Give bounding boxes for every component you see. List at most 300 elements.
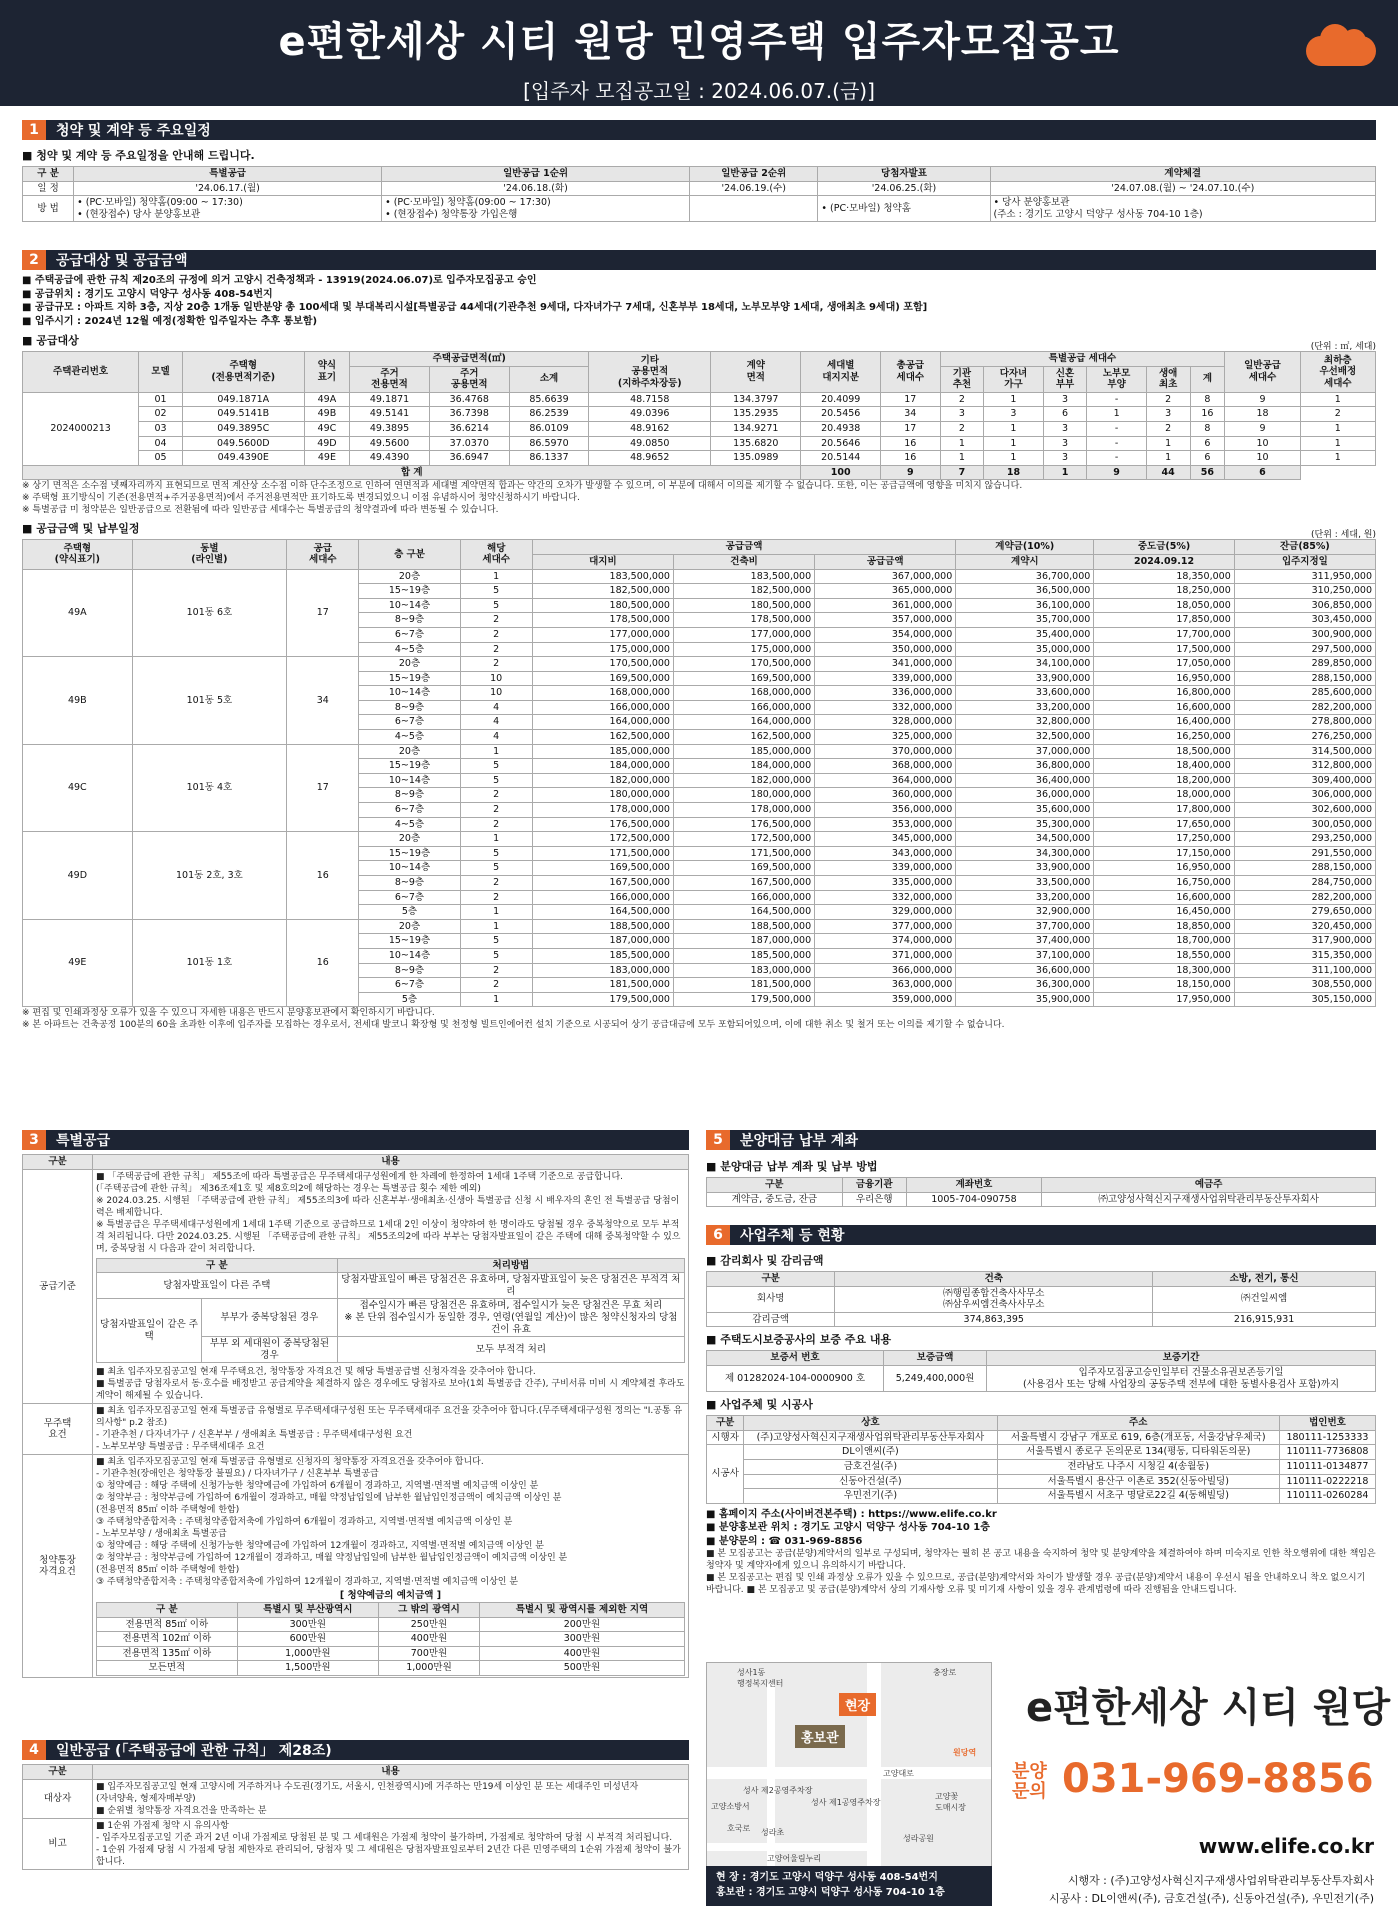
table-cell: 3 xyxy=(984,407,1043,422)
table-header-cell: 해당 세대수 xyxy=(460,540,532,569)
table-cell: 374,000,000 xyxy=(815,934,956,949)
table-cell: 2 xyxy=(1146,421,1190,436)
table-cell: 36,100,000 xyxy=(956,598,1094,613)
table-cell: 공급기준 xyxy=(23,1169,93,1404)
table-header-cell: 44 xyxy=(1146,465,1190,480)
table-cell: 16 xyxy=(287,832,359,920)
special-supply-table xyxy=(22,1154,689,1678)
table-cell: 216,915,931 xyxy=(1153,1312,1376,1327)
map-showroom-marker: 홍보관 xyxy=(795,1725,845,1748)
table-cell: 5 xyxy=(460,584,532,599)
table-header-cell: 구분 xyxy=(707,1272,835,1287)
schedule-block xyxy=(22,143,1376,222)
table-cell: 49.3895 xyxy=(350,421,430,436)
table-cell: 370,000,000 xyxy=(815,744,956,759)
table-cell: 4 xyxy=(460,715,532,730)
table-cell: 서울특별시 서초구 명달로22길 4(동해빌딩) xyxy=(997,1489,1279,1504)
table-cell: 2 xyxy=(460,657,532,672)
website-url[interactable]: www.elife.co.kr xyxy=(1198,1834,1374,1858)
table-cell: 32,500,000 xyxy=(956,730,1094,745)
text-line: ■ 공급규모 : 아파트 지하 3층, 지상 20층 1개동 일반분양 총 100세대 및 부대복리시설[특별공급 44세대(기관추천 9세대, 다자녀가구 7세대, 신혼부부 18세대, 노부모부양 1세대, 생애최초 9세대) 포함] xyxy=(22,302,928,313)
table-cell: 2 xyxy=(940,392,984,407)
developer-line: 시행자 : (주)고양성사혁신지구재생사업위탁관리부동산투자회사 xyxy=(1067,1874,1374,1887)
table-header-cell: 특별공급 xyxy=(74,167,382,182)
table-header-cell: 소계 xyxy=(509,366,589,392)
table-row xyxy=(23,1765,689,1780)
table-header-cell: 당첨자발표 xyxy=(818,167,990,182)
table-row xyxy=(23,421,1376,436)
table-row xyxy=(23,1455,689,1678)
table-cell: 35,700,000 xyxy=(956,613,1094,628)
text-line: - 기관추천(장애인은 청약통장 불필요) / 다자녀가구 / 신혼부부 특별공급 xyxy=(96,1469,379,1480)
table-cell: 187,000,000 xyxy=(532,934,673,949)
table-cell: 169,500,000 xyxy=(673,671,814,686)
table-row xyxy=(97,1602,685,1617)
table-cell: 18,350,000 xyxy=(1094,569,1234,584)
table-cell: 309,400,000 xyxy=(1234,773,1375,788)
table-cell: 162,500,000 xyxy=(532,730,673,745)
table-cell: 36,800,000 xyxy=(956,759,1094,774)
table-cell: 1,000만원 xyxy=(237,1646,378,1661)
page-subtitle: [입주자 모집공고일 : 2024.06.07.(금)] xyxy=(523,79,875,103)
table-cell: 회사명 xyxy=(707,1286,835,1312)
text-line: ※ 상기 면적은 소수점 넷째자리까지 표현되므로 면적 계산상 소수점 이하 단수조정으로 인하여 연면적과 세대별 계약면적 합과는 약간의 오차가 발생할 수 있으며, 이 부분에 대해서 이의를 제기할 수 없습니다. 또한, 이는 공급금액에 영향을 미치지 않습니다. xyxy=(22,481,1023,492)
table-cell: 5 xyxy=(460,773,532,788)
table-header-cell: 주거 전용면적 xyxy=(350,366,430,392)
table-row xyxy=(23,1779,689,1818)
table-row xyxy=(707,1312,1376,1327)
table-header-cell: 약식 표기 xyxy=(304,352,349,393)
table-cell: 36.7398 xyxy=(429,407,509,422)
table-cell: 288,150,000 xyxy=(1234,671,1375,686)
table-cell: 1 xyxy=(984,451,1043,466)
table-header-cell: 특별시 및 광역시를 제외한 지역 xyxy=(479,1602,684,1617)
table-cell: 6 xyxy=(1190,436,1225,451)
table-cell: 178,500,000 xyxy=(532,613,673,628)
table-cell: 33,200,000 xyxy=(956,890,1094,905)
section-title: 청약 및 계약 등 주요일정 xyxy=(56,123,211,139)
table-cell: 35,400,000 xyxy=(956,627,1094,642)
unit-label: (단위 : ㎡, 세대) xyxy=(1310,342,1376,352)
table-cell: 357,000,000 xyxy=(815,613,956,628)
table-cell: 49.4390 xyxy=(350,451,430,466)
table-cell: 20.4099 xyxy=(801,392,881,407)
table-cell: 4~5층 xyxy=(359,730,460,745)
table-cell: 354,000,000 xyxy=(815,627,956,642)
table-cell: 2 xyxy=(460,613,532,628)
payment-label: ■ 분양대금 납부 계좌 및 납부 방법 xyxy=(706,1158,1376,1174)
table-cell: 5 xyxy=(460,934,532,949)
section-1-header xyxy=(22,120,1376,140)
table-cell: 5,249,400,000원 xyxy=(883,1365,986,1391)
table-cell xyxy=(93,1779,689,1818)
table-cell: 185,000,000 xyxy=(532,744,673,759)
table-header-cell: 예금주 xyxy=(1042,1178,1376,1193)
table-cell xyxy=(93,1169,689,1404)
table-cell: 35,600,000 xyxy=(956,803,1094,818)
table-cell: 17,250,000 xyxy=(1094,832,1234,847)
table-header-cell: 그 밖의 광역시 xyxy=(379,1602,480,1617)
table-header-cell: 층 구분 xyxy=(359,540,460,569)
table-cell: 33,900,000 xyxy=(956,671,1094,686)
map-label: 원당역 xyxy=(953,1748,977,1757)
table-cell: 48.9162 xyxy=(589,421,711,436)
table-header-cell: 금융기관 xyxy=(842,1178,906,1193)
table-row xyxy=(97,1646,685,1661)
table-cell: 5층 xyxy=(359,905,460,920)
table-header-cell: 계약시 xyxy=(956,554,1094,569)
table-cell: 대상자 xyxy=(23,1779,93,1818)
table-cell: 049.3895C xyxy=(182,421,304,436)
table-cell: 86.1337 xyxy=(509,451,589,466)
table-cell: • (PC·모바일) 청약홈(09:00 ~ 17:30) • (현장접수) 당사 분양홍보관 xyxy=(74,196,382,222)
table-cell: 179,500,000 xyxy=(532,992,673,1007)
map-label: 성사1동 행정복지센터 xyxy=(737,1668,784,1688)
table-row xyxy=(23,540,1376,555)
table-cell: 332,000,000 xyxy=(815,700,956,715)
text-line: (「주택공급에 관한 규칙」 제36조제1호 및 제8호의2에 해당하는 경우는 특별공급 횟수 제한 예외) xyxy=(96,1183,481,1194)
general-supply-block xyxy=(22,1764,689,1870)
table-cell: 178,000,000 xyxy=(673,803,814,818)
table-cell: 전용면적 102㎡ 이하 xyxy=(97,1632,238,1647)
table-cell: 180,500,000 xyxy=(532,598,673,613)
table-header-cell: 일반공급 1순위 xyxy=(382,167,690,182)
text-line: ■ 「주택공급에 관한 규칙」 제55조에 따라 특별공급은 무주택세대구성원에게 한 차례에 한정하여 1세대 1주택 기준으로 공급합니다. xyxy=(96,1171,624,1182)
table-cell: 167,500,000 xyxy=(673,876,814,891)
table-cell: 20층 xyxy=(359,744,460,759)
table-cell: 311,100,000 xyxy=(1234,963,1375,978)
table-cell: 170,500,000 xyxy=(532,657,673,672)
text-line: - 노부모부양 특별공급 : 무주택세대주 요건 xyxy=(96,1442,265,1453)
table-header-cell: 대지비 xyxy=(532,554,673,569)
table-cell: 49E xyxy=(23,919,133,1007)
table-cell: 우민전기(주) xyxy=(744,1489,997,1504)
table-cell: 49C xyxy=(23,744,133,832)
table-header-cell: 건축 xyxy=(835,1272,1153,1287)
table-cell: 8~9층 xyxy=(359,700,460,715)
section-number: 1 xyxy=(22,120,46,140)
table-cell: 183,500,000 xyxy=(673,569,814,584)
table-header-cell: 56 xyxy=(1190,465,1225,480)
table-cell: 5 xyxy=(460,861,532,876)
section-number: 6 xyxy=(706,1225,730,1245)
table-cell: 01 xyxy=(139,392,183,407)
table-cell: 175,000,000 xyxy=(673,642,814,657)
text-line xyxy=(96,1258,685,1364)
table-cell: ㈜건일씨엠 xyxy=(1153,1286,1376,1312)
table-cell: 5 xyxy=(460,598,532,613)
inquiry-label: 분양 문의 xyxy=(1012,1761,1047,1802)
map-footer xyxy=(706,1866,992,1906)
table-cell: 49D xyxy=(23,832,133,920)
table-row xyxy=(23,196,1376,222)
table-cell: 17,150,000 xyxy=(1094,846,1234,861)
table-cell: 332,000,000 xyxy=(815,890,956,905)
text-line: ※ 특별공급은 무주택세대구성원에게 1세대 1주택 기준으로 공급하므로 1세대 2인 이상이 청약하여 한 명이라도 당첨될 경우 중복청약으로 모두 부적격 처리됩니다. 다만 2024.03.25. 시행된 「주택공급에 관한 규칙」 제55조의2에 따라 부부는 당첨자발표일이 같은 주택에 대해 중복청약할 수 있으며, 중복당첨 시 다음과 같이 처리합니다. xyxy=(96,1219,681,1254)
table-row xyxy=(707,1445,1376,1460)
map-label: 충장로 xyxy=(933,1668,957,1677)
map-label: 성사 제2공영주차장 xyxy=(743,1786,813,1795)
table-cell: 17 xyxy=(881,392,940,407)
table-cell: 16,400,000 xyxy=(1094,715,1234,730)
table-cell: 2 xyxy=(460,963,532,978)
table-row xyxy=(23,832,1376,847)
table-header-cell: 내용 xyxy=(93,1765,689,1780)
table-row xyxy=(707,1272,1376,1287)
table-header-cell: 구분 xyxy=(707,1178,843,1193)
table-header-cell: 계약금(10%) xyxy=(956,540,1094,555)
text-line: ※ 편집 및 인쇄과정상 오류가 있을 수 있으니 자세한 내용은 반드시 분양홍보관에서 확인하시기 바랍니다. xyxy=(22,1008,435,1019)
table-cell: 36,700,000 xyxy=(956,569,1094,584)
table-cell: 16 xyxy=(1190,407,1225,422)
table-cell: 34 xyxy=(287,657,359,745)
table-cell: 308,550,000 xyxy=(1234,978,1375,993)
text-line: ■ 순위별 청약통장 자격요건을 만족하는 분 xyxy=(96,1805,267,1816)
text-line: ② 청약부금 : 청약부금에 가입하여 12개월이 경과하고, 매월 약정납입일에 납부한 월납입인정금액이 예치금액 이상인 분 xyxy=(96,1553,568,1564)
table-cell: 169,500,000 xyxy=(532,861,673,876)
business-block xyxy=(706,1248,1376,1596)
table-cell: 서울특별시 용산구 이촌로 352(신동아빌딩) xyxy=(997,1474,1279,1489)
table-cell: 175,000,000 xyxy=(532,642,673,657)
table-cell: 177,000,000 xyxy=(673,627,814,642)
section-number: 2 xyxy=(22,250,46,270)
section-2-header xyxy=(22,250,1376,270)
table-cell: 371,000,000 xyxy=(815,948,956,963)
table-cell: 170,500,000 xyxy=(673,657,814,672)
section-title: 공급대상 및 공급금액 xyxy=(56,253,188,269)
table-cell: 166,000,000 xyxy=(532,700,673,715)
text-line: ■ 입주시기 : 2024년 12월 예정(정확한 입주일자는 추후 통보함) xyxy=(22,315,318,327)
table-cell: 49B xyxy=(23,657,133,745)
table-row xyxy=(97,1258,685,1273)
table-cell xyxy=(93,1455,689,1678)
table-cell: 18,250,000 xyxy=(1094,584,1234,599)
table-cell: 365,000,000 xyxy=(815,584,956,599)
table-header-cell: 구 분 xyxy=(97,1258,338,1273)
table-cell: 18,400,000 xyxy=(1094,759,1234,774)
text-line: ※ 특별공급 미 청약분은 일반공급으로 전환됨에 따라 일반공급 세대수는 특별공급의 청약결과에 따라 변동될 수 있습니다. xyxy=(22,505,499,516)
section-3-header xyxy=(22,1130,689,1150)
table-header-cell: 다자녀 가구 xyxy=(984,366,1043,392)
table-cell: 500만원 xyxy=(479,1661,684,1676)
table-cell: 182,500,000 xyxy=(532,584,673,599)
table-cell: 86.5970 xyxy=(509,436,589,451)
table-header-cell: 상호 xyxy=(744,1416,997,1431)
table-cell: 305,150,000 xyxy=(1234,992,1375,1007)
table-cell: 300,900,000 xyxy=(1234,627,1375,642)
section-title: 사업주체 등 현황 xyxy=(740,1228,845,1244)
table-cell: 9 xyxy=(1225,421,1300,436)
table-cell: 282,200,000 xyxy=(1234,700,1375,715)
table-cell: 05 xyxy=(139,451,183,466)
table-cell: 37,400,000 xyxy=(956,934,1094,949)
table-cell: 049.5600D xyxy=(182,436,304,451)
table-cell: 17,700,000 xyxy=(1094,627,1234,642)
table-row xyxy=(707,1178,1376,1193)
table-cell: 16,250,000 xyxy=(1094,730,1234,745)
table-cell: 134.9271 xyxy=(711,421,801,436)
table-cell: '24.06.17.(월) xyxy=(74,181,382,196)
text-line: ■ 분양홍보관 위치 : 경기도 고양시 덕양구 성사동 704-10 1층 xyxy=(706,1522,990,1534)
table-cell: 279,650,000 xyxy=(1234,905,1375,920)
map-label: 성라공원 xyxy=(903,1834,934,1843)
general-supply-table xyxy=(22,1764,689,1870)
table-cell: 300,050,000 xyxy=(1234,817,1375,832)
table-cell: 20층 xyxy=(359,832,460,847)
table-cell: 8~9층 xyxy=(359,613,460,628)
table-cell: 291,550,000 xyxy=(1234,846,1375,861)
table-cell: 18,200,000 xyxy=(1094,773,1234,788)
supervision-table xyxy=(706,1271,1376,1327)
table-cell: 110111-0260284 xyxy=(1279,1489,1375,1504)
table-cell: 345,000,000 xyxy=(815,832,956,847)
table-cell: 182,000,000 xyxy=(673,773,814,788)
table-cell: 185,500,000 xyxy=(673,948,814,963)
table-cell: 16,750,000 xyxy=(1094,876,1234,891)
table-cell: 04 xyxy=(139,436,183,451)
table-cell: 18,700,000 xyxy=(1094,934,1234,949)
table-cell: 당첨자발표일이 다른 주택 xyxy=(97,1273,338,1299)
table-cell: 1 xyxy=(940,436,984,451)
payment-table xyxy=(706,1177,1376,1207)
table-header-cell: 입주지정일 xyxy=(1234,554,1375,569)
table-cell: 15~19층 xyxy=(359,846,460,861)
table-cell: 49D xyxy=(304,436,349,451)
section-number: 5 xyxy=(706,1130,730,1150)
table-cell: 297,500,000 xyxy=(1234,642,1375,657)
table-header-cell: 소방, 전기, 통신 xyxy=(1153,1272,1376,1287)
table-cell: 2 xyxy=(460,627,532,642)
table-row xyxy=(97,1661,685,1676)
table-cell: 101동 1호 xyxy=(132,919,286,1007)
map-label: 고양소방서 xyxy=(711,1802,750,1811)
table-row xyxy=(23,436,1376,451)
table-cell: 310,250,000 xyxy=(1234,584,1375,599)
table-row xyxy=(23,392,1376,407)
table-header-cell: 노부모 부양 xyxy=(1087,366,1146,392)
table-cell: 입주자모집공고승인일부터 건물소유권보존등기일 (사용검사 또는 당해 사업장의 공동주택 전부에 대한 동별사용검사 포함)까지 xyxy=(987,1365,1376,1391)
text-line: ■ 분양문의 : ☎ 031-969-8856 xyxy=(706,1535,863,1547)
table-row xyxy=(707,1489,1376,1504)
table-cell: 1,500만원 xyxy=(237,1661,378,1676)
text-line: ■ 본 모집공고는 편집 및 인쇄 과정상 오류가 있을 수 있으므로, 공급(분양)계약서와 차이가 발생할 경우 공급(분양)계약서 내용이 우선시 됨을 안내하오니 착오 없으시기 바랍니다. ■ 본 모집공고 및 공급(분양)계약서 상의 기재사항 오류 및 미기재 사항이 있을 경우 관계법령에 따라 진행됨을 안내드립니다. xyxy=(706,1573,1366,1596)
section-4-header xyxy=(22,1740,689,1760)
table-cell: 33,500,000 xyxy=(956,876,1094,891)
table-header-cell: 생애 최초 xyxy=(1146,366,1190,392)
table-header-cell: 보증서 번호 xyxy=(707,1351,884,1366)
map-label: 고양어울림누리 xyxy=(767,1854,822,1863)
supply-block xyxy=(22,274,1376,1031)
table-cell: 8~9층 xyxy=(359,788,460,803)
table-header-cell: 일반공급 세대수 xyxy=(1225,352,1300,393)
table-row xyxy=(23,1155,689,1170)
table-cell xyxy=(690,196,818,222)
text-line: (전용면적 85㎡ 이하 주택형에 한함) xyxy=(96,1565,240,1576)
table-cell: - xyxy=(1087,451,1146,466)
table-cell: 188,500,000 xyxy=(532,919,673,934)
table-cell: 86.2539 xyxy=(509,407,589,422)
table-header-cell: 9 xyxy=(881,465,940,480)
table-cell: 178,500,000 xyxy=(673,613,814,628)
table-cell: 18,050,000 xyxy=(1094,598,1234,613)
table-cell: 110111-7736808 xyxy=(1279,1445,1375,1460)
table-cell: 1 xyxy=(1146,436,1190,451)
table-cell: 180,500,000 xyxy=(673,598,814,613)
table-cell: 6~7층 xyxy=(359,978,460,993)
table-cell: 10~14층 xyxy=(359,948,460,963)
table-cell: 10 xyxy=(460,671,532,686)
company-label: ■ 사업주체 및 시공사 xyxy=(706,1396,1376,1412)
table-cell: 10 xyxy=(1225,451,1300,466)
table-row xyxy=(23,744,1376,759)
table-cell: 1 xyxy=(984,436,1043,451)
table-cell: 10~14층 xyxy=(359,686,460,701)
table-cell: 16 xyxy=(287,919,359,1007)
text-line: ■ 특별공급 당첨자로서 동·호수를 배정받고 공급계약을 체결하지 않은 경우에도 당첨자로 보아(1회 특별공급 간주), 구비서류 미비 시 계약체결 후라도 계약이 해제될 수 있습니다. xyxy=(96,1379,685,1402)
text-line: [ 청약예금의 예치금액 ] xyxy=(339,1590,442,1602)
text-line: - 입주자모집공고일 기준 과거 2년 이내 가점제로 당첨된 분 및 그 세대원은 가점제 청약이 불가하며, 가점제로 청약하여 당첨 시 부적격 처리됩니다. xyxy=(96,1832,673,1843)
table-cell: 6~7층 xyxy=(359,715,460,730)
table-cell: 185,000,000 xyxy=(673,744,814,759)
table-cell: 700만원 xyxy=(379,1646,480,1661)
table-cell: 1 xyxy=(940,451,984,466)
table-header-cell: 주택공급면적(㎡) xyxy=(350,352,589,367)
table-row xyxy=(23,569,1376,584)
table-header-cell: 공급 세대수 xyxy=(287,540,359,569)
table-cell: 317,900,000 xyxy=(1234,934,1375,949)
table-cell: 34,100,000 xyxy=(956,657,1094,672)
table-cell: 8 xyxy=(1190,421,1225,436)
table-cell: 1 xyxy=(460,744,532,759)
table-cell: 166,000,000 xyxy=(532,890,673,905)
table-cell: 5 xyxy=(460,948,532,963)
table-cell: 우리은행 xyxy=(842,1192,906,1207)
text-line: ■ 입주자모집공고일 현재 고양시에 거주하거나 수도권(경기도, 서울시, 인천광역시)에 거주하는 만19세 이상인 분 또는 세대주인 미성년자 xyxy=(96,1781,639,1792)
table-cell: 6 xyxy=(1043,407,1087,422)
table-cell: 293,250,000 xyxy=(1234,832,1375,847)
table-cell: 181,500,000 xyxy=(673,978,814,993)
table-cell: 361,000,000 xyxy=(815,598,956,613)
table-cell: 49C xyxy=(304,421,349,436)
table-cell: 171,500,000 xyxy=(673,846,814,861)
table-cell: 20층 xyxy=(359,569,460,584)
table-cell: 48.7158 xyxy=(589,392,711,407)
table-cell: 18,300,000 xyxy=(1094,963,1234,978)
table-row xyxy=(23,407,1376,422)
table-cell: 16,450,000 xyxy=(1094,905,1234,920)
table-cell: 180,000,000 xyxy=(532,788,673,803)
table-cell: 전용면적 85㎡ 이하 xyxy=(97,1617,238,1632)
table-header-cell: 동별 (라인별) xyxy=(132,540,286,569)
table-header-cell: 특별공급 세대수 xyxy=(940,352,1225,367)
table-cell: 400만원 xyxy=(479,1646,684,1661)
table-cell: 계약금, 중도금, 잔금 xyxy=(707,1192,843,1207)
table-cell: 1 xyxy=(460,832,532,847)
text-line: ① 청약예금 : 해당 주택에 신청가능한 청약예금에 가입하여 12개월이 경과하고, 지역별·면적별 예치금액 이상인 분 xyxy=(96,1541,545,1552)
table-cell xyxy=(93,1818,689,1869)
table-cell: 6 xyxy=(1190,451,1225,466)
table-header-cell: 잔금(85%) xyxy=(1234,540,1375,555)
table-cell: 16,600,000 xyxy=(1094,700,1234,715)
text-line: ※ 주택형 표기방식이 기존(전용면적+주거공용면적)에서 주거전용면적만 표기하도록 변경되었으니 이점 유념하시어 청약신청하시기 바랍니다. xyxy=(22,493,580,504)
map-label: 고양대로 xyxy=(883,1769,914,1778)
table-cell: 16,950,000 xyxy=(1094,671,1234,686)
table-header-cell: 구분 xyxy=(23,1155,93,1170)
table-cell: 101동 4호 xyxy=(132,744,286,832)
table-cell: • (PC·모바일) 청약홈(09:00 ~ 17:30) • (현장접수) 청약통장 가입은행 xyxy=(382,196,690,222)
table-cell: 20.4938 xyxy=(801,421,881,436)
map-label: 성사 제1공영주차장 xyxy=(811,1798,881,1807)
